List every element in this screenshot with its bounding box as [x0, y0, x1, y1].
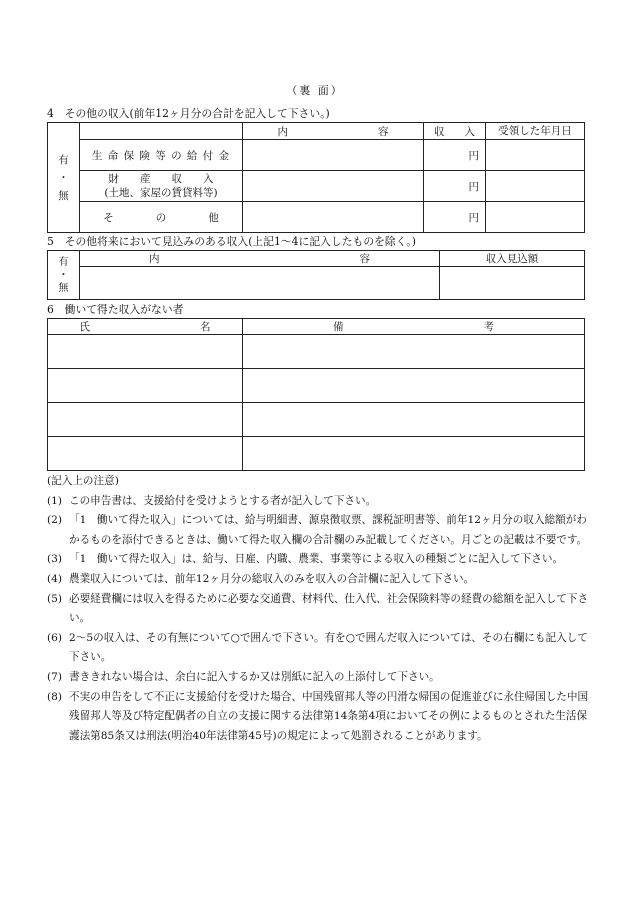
table-row	[48, 437, 585, 471]
no-income-table	[47, 318, 585, 471]
note-number: (4)	[47, 572, 63, 585]
presence-dot: ・	[58, 269, 69, 281]
section4-heading: 4 その他の収入(前年12ヶ月分の合計を記入して下さい。)	[47, 107, 330, 120]
note-text: 書ききれない場合は、余白に記入するか又は別紙に記入の上添付して下さい。	[69, 670, 440, 683]
remarks-field[interactable]	[243, 437, 585, 471]
other-income-table	[47, 122, 585, 233]
property-label: 財 産 収 入	[108, 173, 214, 185]
other-amount-field[interactable]	[424, 202, 486, 233]
expected-amount-field[interactable]	[440, 267, 585, 300]
name-field[interactable]	[48, 335, 243, 369]
list-item	[47, 688, 592, 747]
note-text: 「1 働いて得た収入」については、給与明細書、源泉徴収票、課税証明書等、前年12ヶ月分の収入総額がわかるものを添付できるときは、働いて得た収入欄の合計欄のみ記載してください。月ごとの記載は不要です。	[69, 514, 588, 546]
remarks-field[interactable]	[243, 335, 585, 369]
list-item	[47, 668, 592, 688]
insurance-amount-field[interactable]	[424, 140, 486, 171]
insurance-content-field[interactable]	[243, 140, 424, 171]
list-item	[47, 629, 592, 668]
presence-cell[interactable]	[48, 251, 80, 300]
col-header-content: 内 容	[243, 123, 424, 140]
expected-content-field[interactable]	[80, 267, 440, 300]
presence-no: 無	[58, 189, 69, 202]
note-number: (2)	[47, 514, 63, 527]
notes-section	[47, 472, 592, 746]
note-text: 2〜5の収入は、その有無について○で囲んで下さい。有を○で囲んだ収入については、その右欄にも記入して下さい。	[69, 631, 588, 664]
other-date-field[interactable]	[486, 202, 585, 233]
property-amount-field[interactable]	[424, 171, 486, 202]
list-item	[47, 550, 592, 570]
table-row	[48, 335, 585, 369]
row-label-property	[80, 171, 243, 202]
presence-yes: 有	[58, 153, 69, 166]
note-number: (5)	[47, 592, 63, 605]
note-text: 不実の申告をして不正に支援給付を受けた場合、中国残留邦人等の円滑な帰国の促進並びに永住帰国した中国残留邦人等及び特定配偶者の自立の支援に関する法律第14条第4項においてその例によるものとされた生活保護法第85条又は刑法(明治40年法律第45号)の規定によって処罰されることがあります。	[69, 690, 589, 742]
presence-yes: 有	[58, 256, 69, 268]
list-item	[47, 590, 592, 629]
property-sublabel: (土地、家屋の賃貸料等)	[104, 187, 218, 199]
row-label-other: そ の 他	[80, 202, 243, 233]
property-content-field[interactable]	[243, 171, 424, 202]
col-header-date: 受領した年月日	[486, 123, 585, 140]
property-date-field[interactable]	[486, 171, 585, 202]
table-row	[48, 369, 585, 403]
list-item	[47, 511, 592, 550]
yen-unit: 円	[468, 149, 479, 162]
list-item	[47, 570, 592, 590]
note-text: 農業収入については、前年12ヶ月分の総収入のみを収入の合計欄に記入して下さい。	[69, 572, 475, 585]
section6-heading: 6 働いて得た収入がない者	[47, 303, 184, 316]
name-field[interactable]	[48, 403, 243, 437]
section5-heading: 5 その他将来において見込みのある収入(上記1〜4に記入したものを除く。)	[47, 235, 416, 248]
table-row	[48, 403, 585, 437]
page-title: （裏 面）	[286, 84, 344, 97]
remarks-field[interactable]	[243, 403, 585, 437]
col-header-expected: 収入見込額	[440, 251, 585, 267]
presence-dot: ・	[58, 171, 69, 184]
col-header-income: 収 入	[424, 123, 486, 140]
presence-cell[interactable]	[48, 123, 80, 233]
list-item	[47, 492, 592, 512]
presence-no: 無	[58, 282, 69, 294]
notes-heading: (記入上の注意)	[47, 475, 119, 487]
name-field[interactable]	[48, 437, 243, 471]
col-header-content: 内 容	[80, 251, 440, 267]
note-number: (7)	[47, 670, 63, 683]
note-number: (1)	[47, 494, 63, 507]
note-text: 「1 働いて得た収入」は、給与、日雇、内職、農業、事業等による収入の種類ごとに記入して下さい。	[69, 553, 564, 566]
yen-unit: 円	[468, 211, 479, 224]
note-number: (3)	[47, 553, 63, 566]
row-label-insurance: 生 命 保 険 等 の 給 付 金	[80, 140, 243, 171]
col-header-name: 氏 名	[48, 319, 243, 335]
yen-unit: 円	[468, 180, 479, 193]
insurance-date-field[interactable]	[486, 140, 585, 171]
note-text: この申告書は、支援給付を受けようとする者が記入して下さい。	[69, 494, 377, 507]
note-number: (8)	[47, 690, 63, 703]
other-content-field[interactable]	[243, 202, 424, 233]
name-field[interactable]	[48, 369, 243, 403]
remarks-field[interactable]	[243, 369, 585, 403]
note-text: 必要経費欄には収入を得るために必要な交通費、材料代、仕入代、社会保険料等の経費の総額を記入して下さい。	[69, 592, 589, 625]
note-number: (6)	[47, 631, 63, 644]
header-blank	[80, 123, 243, 140]
expected-income-table	[47, 250, 585, 300]
col-header-remarks: 備 考	[243, 319, 585, 335]
